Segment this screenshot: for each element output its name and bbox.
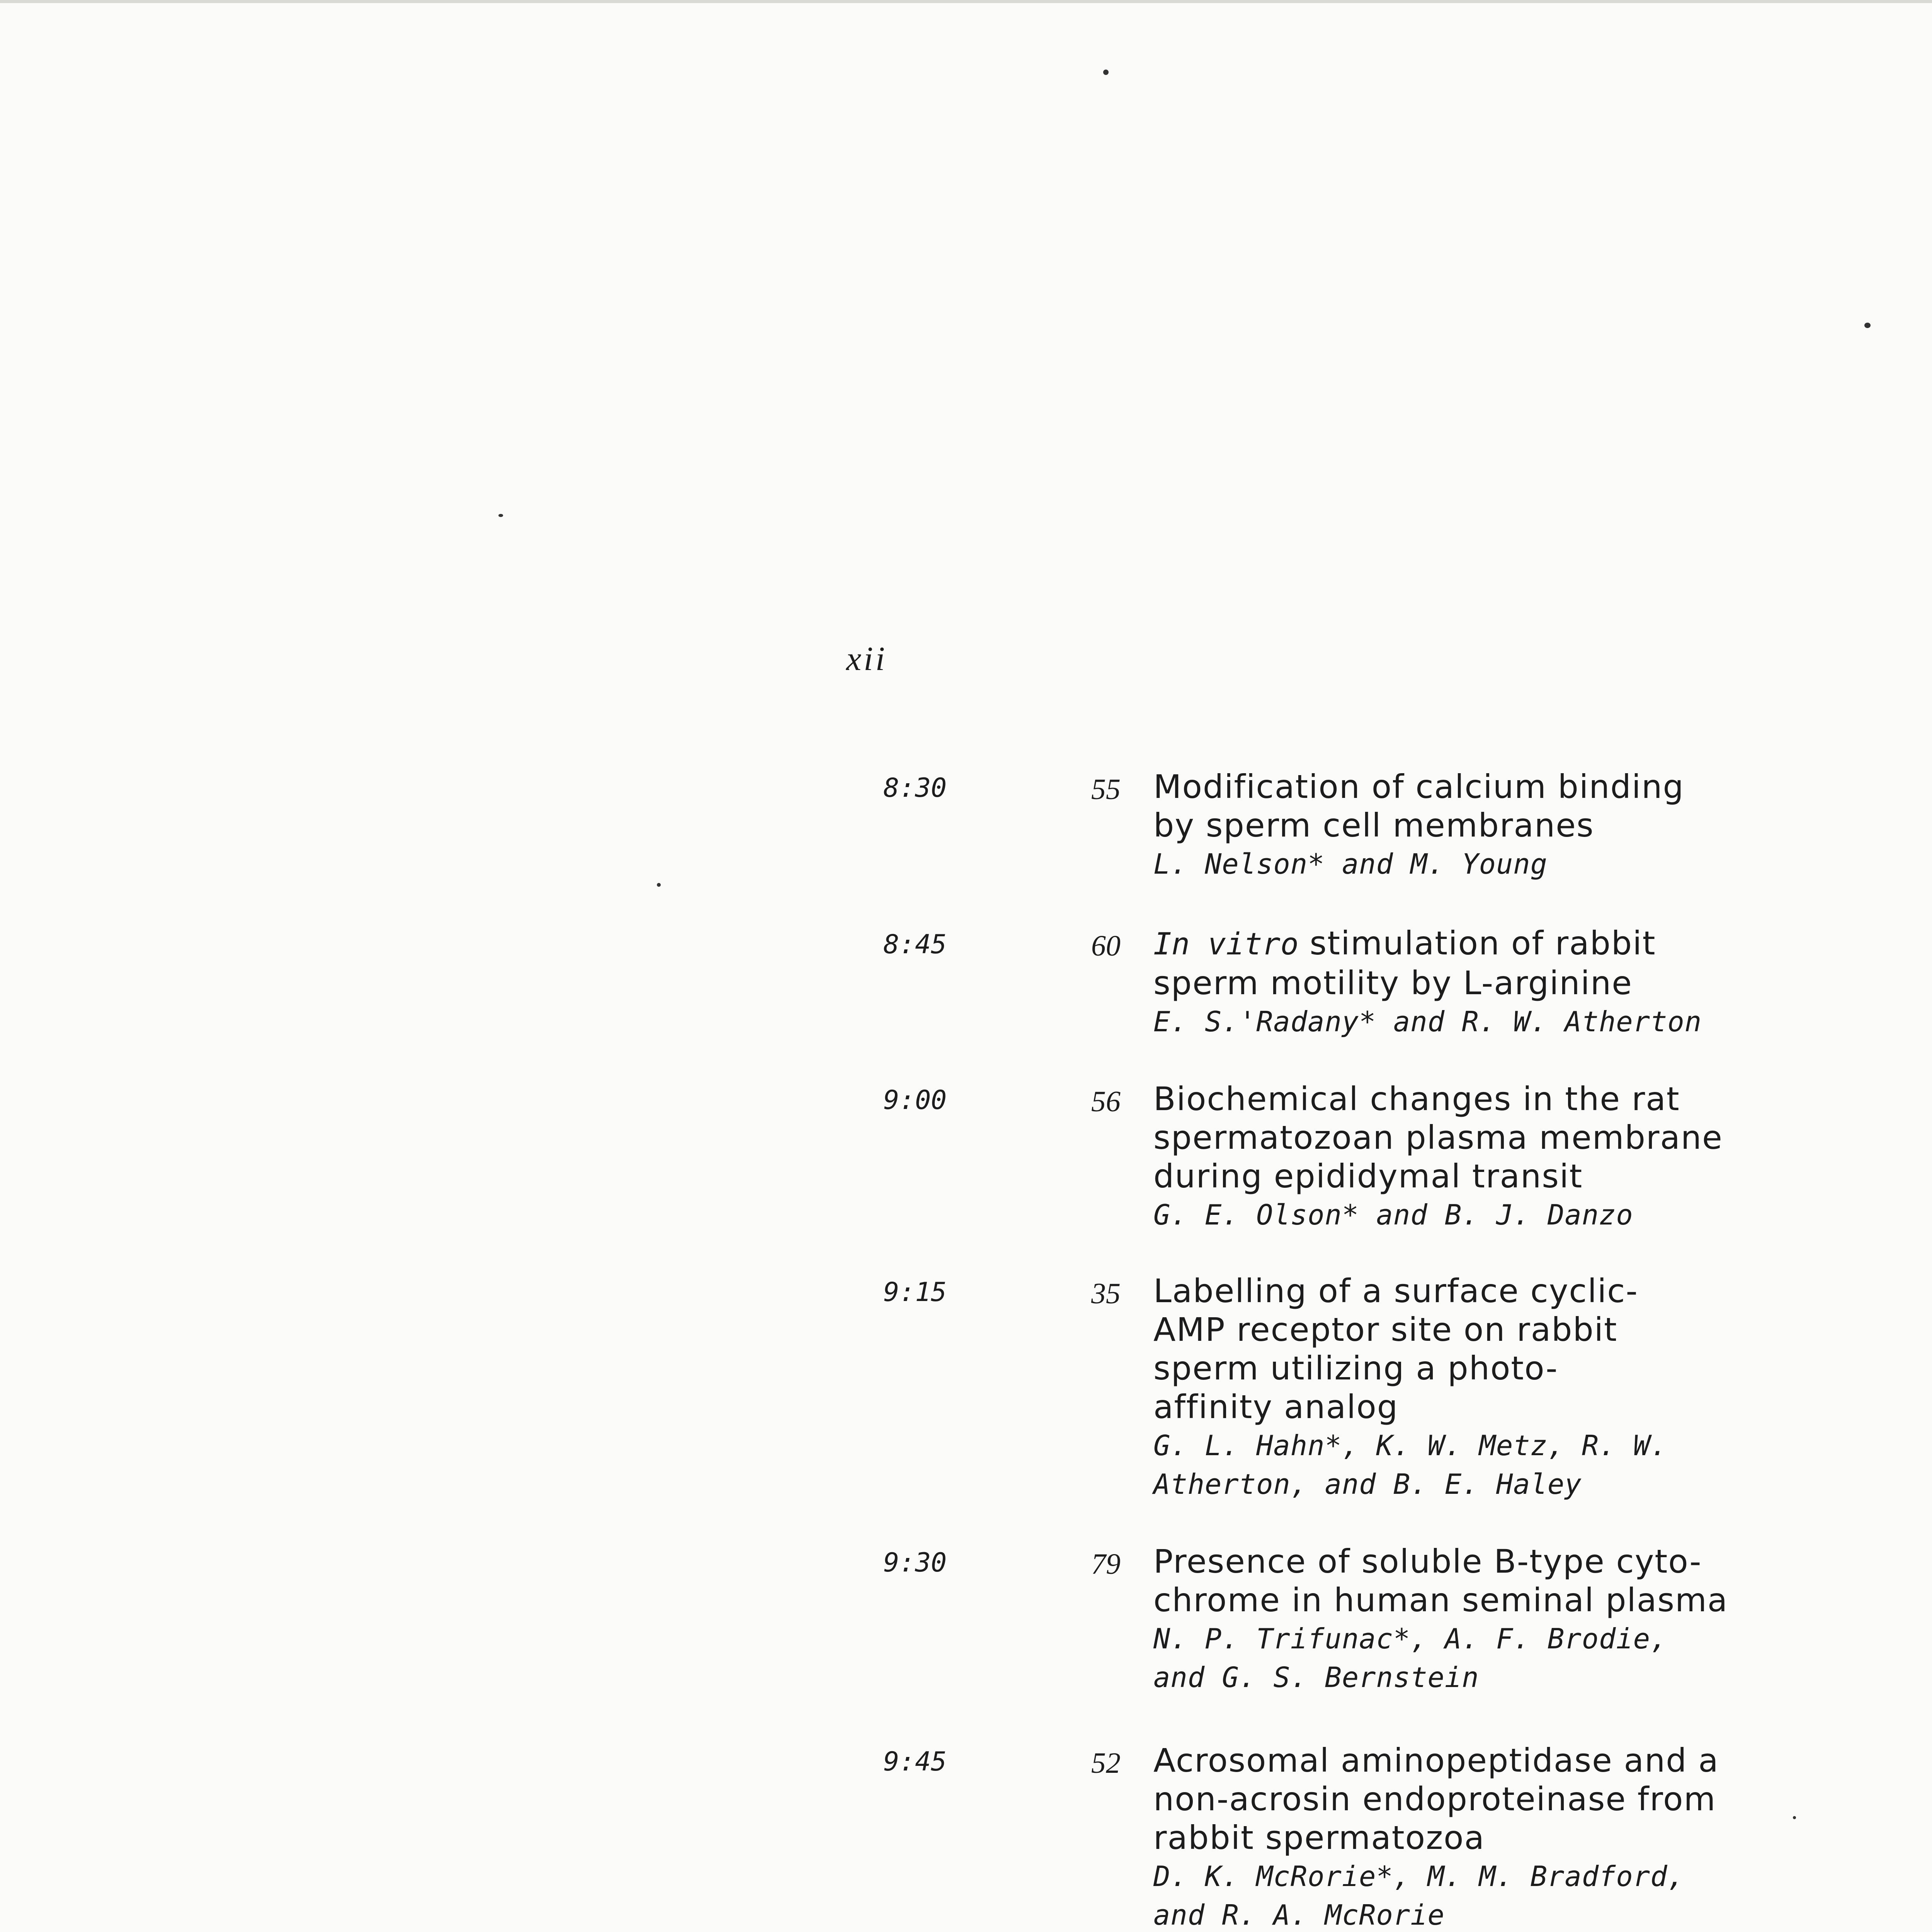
title-line: sperm utilizing a photo- (1153, 1349, 1558, 1387)
scan-speck (1864, 323, 1871, 328)
title-line: chrome in human seminal plasma (1153, 1581, 1728, 1619)
entry-content (1153, 924, 1907, 1041)
title-line: Acrosomal aminopeptidase and a (1153, 1742, 1719, 1779)
author-line: and G. S. Bernstein (1153, 1661, 1479, 1694)
author-line: E. S.'Radany* and R. W. Atherton (1153, 1005, 1702, 1038)
abstract-number: 35 (1091, 1277, 1121, 1310)
scan-edge-top (0, 0, 1932, 3)
abstract-number: 55 (1091, 773, 1121, 806)
session-time: 9:00 (883, 1085, 947, 1116)
author-line: and R. A. McRorie (1153, 1899, 1445, 1931)
entry-content (1153, 1741, 1907, 1932)
scan-speck (1103, 70, 1109, 75)
title-line: Modification of calcium binding (1153, 768, 1684, 806)
title-text: stimulation of rabbit (1298, 924, 1656, 962)
title-line: during epididymal transit (1153, 1157, 1583, 1195)
title-line: non-acrosin endoproteinase from (1153, 1780, 1716, 1818)
author-line: L. Nelson* and M. Young (1153, 848, 1548, 880)
abstract-number: 60 (1091, 930, 1121, 962)
title-line: Biochemical changes in the rat (1153, 1080, 1680, 1118)
author-line: D. K. McRorie*, M. M. Bradford, (1153, 1860, 1685, 1893)
title-line: Labelling of a surface cyclic- (1153, 1272, 1638, 1310)
abstract-number: 79 (1091, 1548, 1121, 1580)
title-line: affinity analog (1153, 1388, 1399, 1426)
abstract-number: 56 (1091, 1085, 1121, 1118)
title-line: Presence of soluble B-type cyto- (1153, 1543, 1702, 1580)
entry-content (1153, 767, 1907, 883)
author-line: N. P. Trifunac*, A. F. Brodie, (1153, 1622, 1668, 1655)
author-line: G. E. Olson* and B. J. Danzo (1153, 1199, 1633, 1231)
scan-speck (657, 883, 661, 887)
session-time: 8:45 (883, 929, 947, 960)
session-time: 9:15 (883, 1277, 947, 1308)
entry-content (1153, 1272, 1907, 1503)
entry-content (1153, 1542, 1907, 1697)
title-italic-prefix: In vitro (1153, 927, 1299, 962)
page-number: xii (846, 640, 887, 678)
title-line: rabbit spermatozoa (1153, 1819, 1485, 1857)
abstract-number: 52 (1091, 1747, 1121, 1779)
scan-speck (498, 514, 503, 517)
title-line: spermatozoan plasma membrane (1153, 1119, 1723, 1156)
author-line: G. L. Hahn*, K. W. Metz, R. W. (1153, 1429, 1668, 1462)
title-line: by sperm cell membranes (1153, 806, 1594, 844)
session-time: 8:30 (883, 773, 947, 803)
author-line: Atherton, and B. E. Haley (1153, 1468, 1582, 1500)
title-line: AMP receptor site on rabbit (1153, 1311, 1618, 1349)
entry-content (1153, 1080, 1907, 1234)
title-line (1153, 924, 1907, 964)
session-time: 9:30 (883, 1548, 947, 1578)
session-time: 9:45 (883, 1747, 947, 1777)
title-line: sperm motility by L-arginine (1153, 964, 1633, 1002)
